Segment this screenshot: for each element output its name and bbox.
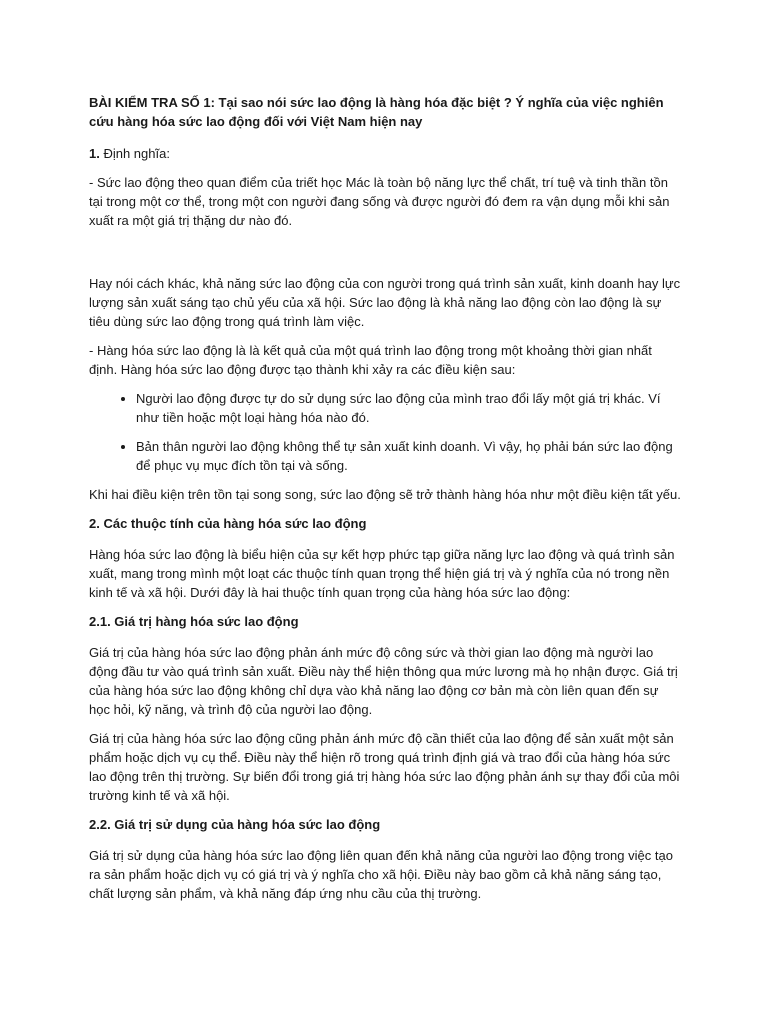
section-2-1-heading: 2.1. Giá trị hàng hóa sức lao động [89, 614, 299, 629]
section-2-2-heading: 2.2. Giá trị sử dụng của hàng hóa sức lao động [89, 817, 381, 832]
blank-line [89, 240, 681, 274]
section-1-number: 1. [89, 146, 100, 161]
section-2-1-paragraph-2: Giá trị của hàng hóa sức lao động cũng phản ánh mức độ cần thiết của lao động để sản xuất một sản phẩm hoặc dịch vụ cụ thể. Điều này thể hiện rõ trong quá trình định giá và trao đổi của hàng hóa sức lao động trên thị trường. Sự biến đổi trong giá trị hàng hóa sức lao động phản ánh sự thay đổi của môi trường kinh tế và xã hội. [89, 731, 680, 803]
section-1-paragraph-4: Khi hai điều kiện trên tồn tại song song, sức lao động sẽ trở thành hàng hóa như một điều kiện tất yếu. [89, 487, 681, 502]
section-1-heading [89, 144, 681, 163]
section-1-paragraph-1: - Sức lao động theo quan điểm của triết học Mác là toàn bộ năng lực thể chất, trí tuệ và tinh thần tồn tại trong một cơ thể, trong một con người đang sống và được người đó đem ra vận dụng mỗi khi sản xuất ra một giá trị thặng dư nào đó. [89, 175, 670, 228]
conditions-list [89, 389, 681, 475]
section-2-2-paragraph-1: Giá trị sử dụng của hàng hóa sức lao động liên quan đến khả năng của người lao động trong việc tạo ra sản phẩm hoặc dịch vụ có giá trị và ý nghĩa cho xã hội. Điều này bao gồm cả khả năng sáng tạo, chất lượng sản phẩm, và khả năng đáp ứng nhu cầu của thị trường. [89, 848, 673, 901]
section-1-paragraph-2: Hay nói cách khác, khả năng sức lao động của con người trong quá trình sản xuất, kinh doanh hay lực lượng sản xuất sáng tạo chủ yếu của xã hội. Sức lao động là khả năng lao động còn lao động là sự tiêu dùng sức lao động trong quá trình làm việc. [89, 276, 681, 329]
list-item: • Người lao động được tự do sử dụng sức lao động của mình trao đổi lấy một giá trị khác. Ví như tiền hoặc một loại hàng hóa nào đó. [136, 389, 681, 427]
document-page [89, 93, 681, 913]
section-2-heading: 2. Các thuộc tính của hàng hóa sức lao động [89, 516, 367, 531]
list-item: • Bản thân người lao động không thể tự sản xuất kinh doanh. Vì vậy, họ phải bán sức lao động để phục vụ mục đích tồn tại và sống. [136, 437, 681, 475]
document-title: BÀI KIỂM TRA SỐ 1: Tại sao nói sức lao động là hàng hóa đặc biệt ? Ý nghĩa của việc nghiên cứu hàng hóa sức lao động đối với Việt Nam hiện nay [89, 95, 664, 129]
section-2-1-paragraph-1: Giá trị của hàng hóa sức lao động phản ánh mức độ công sức và thời gian lao động mà người lao động đầu tư vào quá trình sản xuất. Điều này thể hiện thông qua mức lương mà họ nhận được. Giá trị của hàng hóa sức lao động không chỉ dựa vào khả năng lao động cơ bản mà còn liên quan đến sự học hỏi, kỹ năng, và trình độ của người lao động. [89, 645, 678, 717]
section-1-paragraph-3: - Hàng hóa sức lao động là là kết quả của một quá trình lao động trong một khoảng thời gian nhất định. Hàng hóa sức lao động được tạo thành khi xảy ra các điều kiện sau: [89, 343, 652, 377]
section-2-paragraph-1: Hàng hóa sức lao động là biểu hiện của sự kết hợp phức tạp giữa năng lực lao động và quá trình sản xuất, mang trong mình một loạt các thuộc tính quan trọng thể hiện giá trị và ý nghĩa của nó trong nền kinh tế và xã hội. Dưới đây là hai thuộc tính quan trọng của hàng hóa sức lao động: [89, 547, 675, 600]
section-1-heading-text: Định nghĩa: [99, 146, 170, 161]
